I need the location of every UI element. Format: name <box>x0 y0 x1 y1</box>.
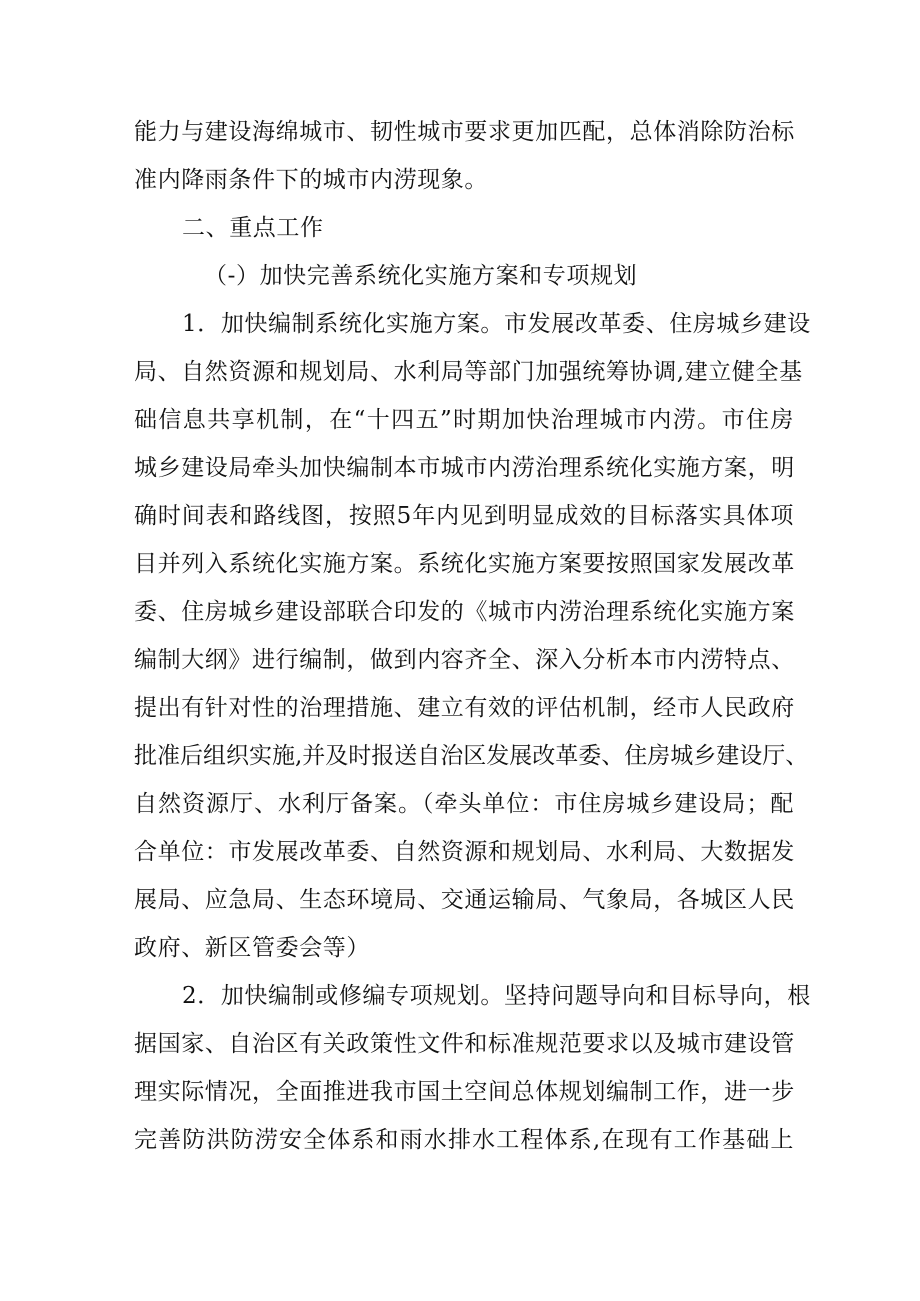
item1-line: 目并列入系统化实施方案。系统化实施方案要按照国家发展改革 <box>134 551 795 577</box>
item1-line: 础信息共享机制，在“十四五”时期加快治理城市内涝。市住房 <box>134 407 794 433</box>
item1-line: 批准后组织实施,并及时报送自治区发展改革委、住房城乡建设厅、 <box>134 743 809 769</box>
item2-line: 理实际情况，全面推进我市国土空间总体规划编制工作，进一步 <box>134 1079 795 1105</box>
item1-line: 提出有针对性的治理措施、建立有效的评估机制，经市人民政府 <box>134 695 795 721</box>
item1-line: 城乡建设局牵头加快编制本市城市内涝治理系统化实施方案，明 <box>134 455 795 481</box>
item1-line: 确时间表和路线图，按照5年内见到明显成效的目标落实具体项 <box>134 503 794 529</box>
item1-line: 编制大纲》进行编制，做到内容齐全、深入分析本市内涝特点、 <box>134 647 795 673</box>
item1-line: 局、自然资源和规划局、水利局等部门加强统筹协调,建立健全基 <box>134 359 803 385</box>
paragraph-line: 准内降雨条件下的城市内涝现象。 <box>134 167 488 193</box>
item1-line: 政府、新区管委会等） <box>134 935 370 961</box>
item1-line: 自然资源厅、水利厅备案。（牵头单位：市住房城乡建设局；配 <box>134 791 794 817</box>
paragraph-line: 能力与建设海绵城市、韧性城市要求更加匹配，总体消除防治标 <box>134 119 795 145</box>
item1-line: 1．加快编制系统化实施方案。市发展改革委、住房城乡建设 <box>182 311 811 337</box>
item2-line: 完善防洪防涝安全体系和雨水排水工程体系,在现有工作基础上 <box>134 1127 794 1153</box>
subsection-heading: （-）加快完善系统化实施方案和专项规划 <box>204 263 638 289</box>
item1-line: 委、住房城乡建设部联合印发的《城市内涝治理系统化实施方案 <box>134 599 795 625</box>
section-heading: 二、重点工作 <box>182 215 324 241</box>
item1-line: 合单位：市发展改革委、自然资源和规划局、水利局、大数据发 <box>134 839 795 865</box>
item2-line: 2．加快编制或修编专项规划。坚持问题导向和目标导向，根 <box>182 983 811 1009</box>
item1-line: 展局、应急局、生态环境局、交通运输局、气象局，各城区人民 <box>134 887 795 913</box>
item2-line: 据国家、自治区有关政策性文件和标准规范要求以及城市建设管 <box>134 1031 795 1057</box>
